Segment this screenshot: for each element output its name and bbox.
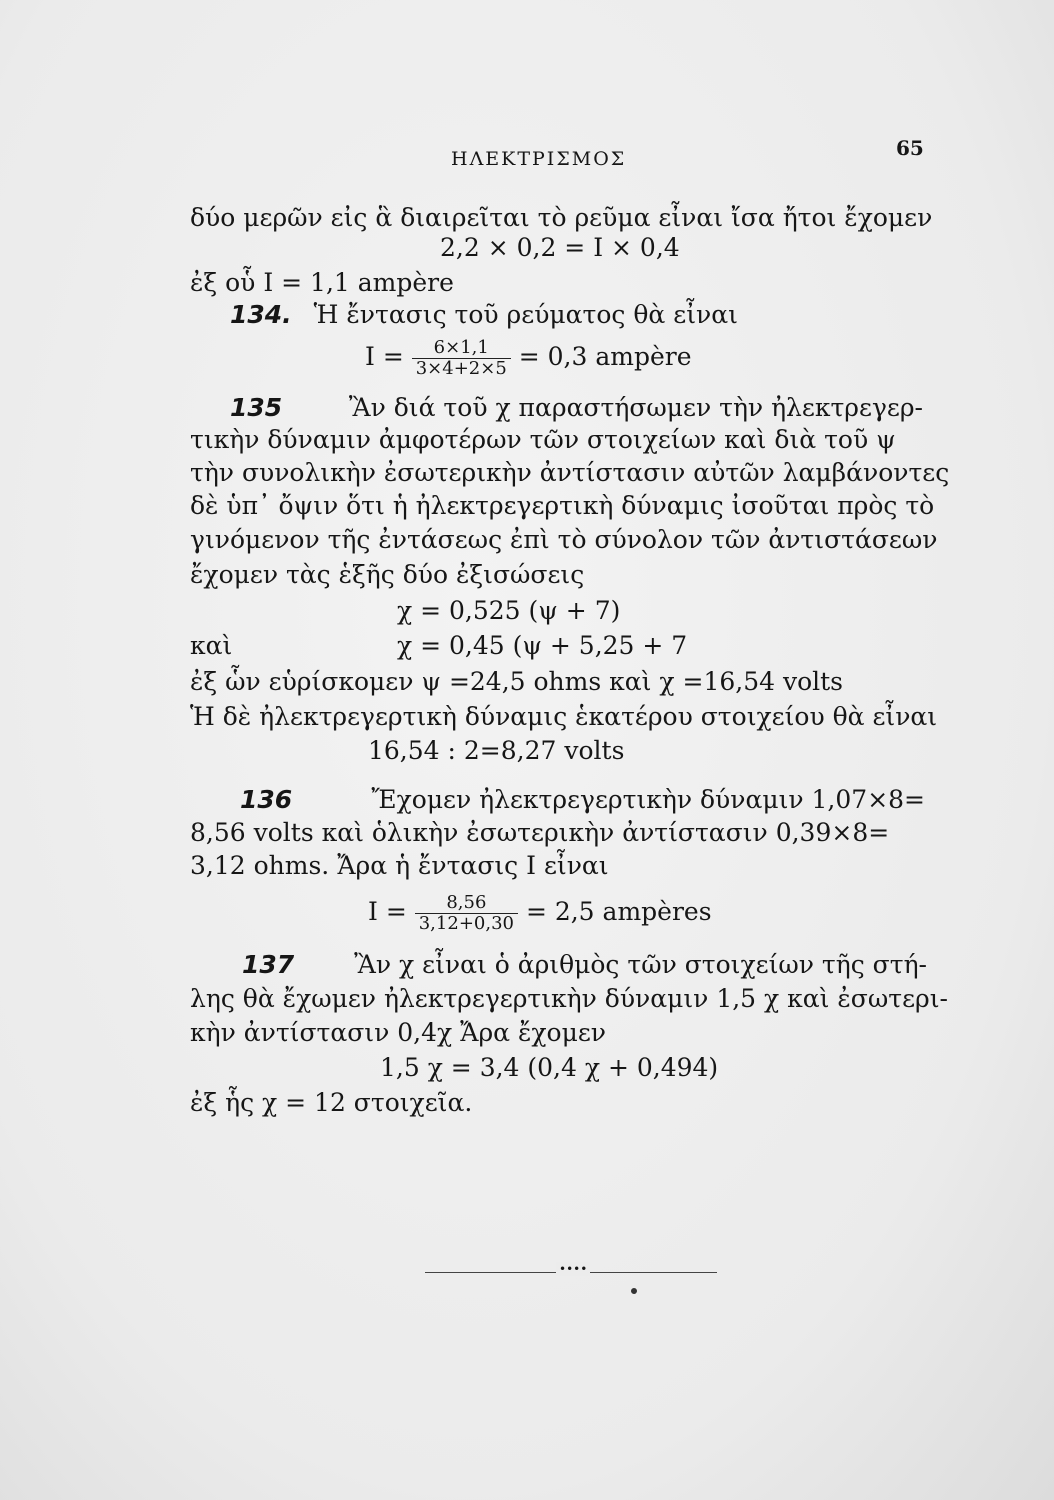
text-line: τικὴν δύναμιν ἀμφοτέρων τῶν στοιχείων καὶ διὰ τοῦ ψ <box>190 425 896 454</box>
equation-lhs: I = <box>368 897 407 926</box>
paragraph-134 <box>230 300 738 330</box>
text-line: ἐξ ἧς χ = 12 στοιχεῖα. <box>190 1088 473 1117</box>
problem-number: 136 <box>240 785 293 814</box>
text-line: ἔχομεν τὰς ἑξῆς δύο ἐξισώσεις <box>190 560 585 589</box>
text-line: ἐξ ὧν εὑρίσκομεν ψ =24,5 ohms καὶ χ =16,54 volts <box>190 667 844 696</box>
fraction-equation <box>368 893 712 934</box>
ornament-dot <box>631 1288 637 1294</box>
page-number: 65 <box>896 136 924 160</box>
paragraph-137 <box>242 950 927 980</box>
equation-line: 2,2 × 0,2 = I × 0,4 <box>440 233 680 262</box>
text-line: ἐξ οὗ I = 1,1 ampère <box>190 268 454 297</box>
end-ornament: •••• <box>556 1262 590 1276</box>
equation-rhs: = 2,5 ampères <box>525 897 712 926</box>
problem-number: 135 <box>230 393 283 422</box>
equation-rhs: = 0,3 ampère <box>518 342 692 371</box>
text-line: Ἡ δὲ ἠλεκτρεγερτικὴ δύναμις ἑκατέρου στοιχείου θὰ εἶναι <box>190 702 938 731</box>
text-line: 3,12 ohms. Ἄρα ἡ ἔντασις I εἶναι <box>190 851 609 880</box>
text-line: Ἂν διά τοῦ χ παραστήσωμεν τὴν ἠλεκτρεγερ- <box>348 393 923 422</box>
text-line: Ἡ ἔντασις τοῦ ρεύματος θὰ εἶναι <box>313 300 738 329</box>
text-line: Ἂν χ εἶναι ὁ ἀριθμὸς τῶν στοιχείων τῆς στή- <box>354 950 927 979</box>
equation-line: 16,54 : 2=8,27 volts <box>368 736 625 765</box>
paragraph-136 <box>240 785 925 815</box>
text-line: τὴν συνολικὴν ἐσωτερικὴν ἀντίστασιν αὐτῶν λαμβάνοντες <box>190 458 950 487</box>
text-line: 8,56 volts καὶ ὁλικὴν ἐσωτερικὴν ἀντίστασιν 0,39×8= <box>190 818 890 847</box>
fraction-equation <box>365 338 692 379</box>
denominator: 3×4+2×5 <box>412 358 511 379</box>
equation-line: χ = 0,45 (ψ + 5,25 + 7 <box>397 631 688 660</box>
problem-number: 134. <box>230 300 292 329</box>
text-line: δύο μερῶν εἰς ἃ διαιρεῖται τὸ ρεῦμα εἶναι ἴσα ἤτοι ἔχομεν <box>190 203 933 232</box>
text-line: καὶ <box>190 631 233 660</box>
problem-number: 137 <box>242 950 295 979</box>
denominator: 3,12+0,30 <box>415 913 518 934</box>
text-line: λης θὰ ἔχωμεν ἠλεκτρεγερτικὴν δύναμιν 1,5 χ καὶ ἐσωτερι- <box>190 984 948 1013</box>
numerator: 8,56 <box>446 892 487 913</box>
numerator: 6×1,1 <box>433 337 489 358</box>
running-header: ΗΛΕΚΤΡΙΣΜΟΣ <box>451 148 627 170</box>
text-line: γινόμενον τῆς ἐντάσεως ἐπὶ τὸ σύνολον τῶν ἀντιστάσεων <box>190 525 938 554</box>
equation-lhs: I = <box>365 342 404 371</box>
equation-line: χ = 0,525 (ψ + 7) <box>397 596 621 625</box>
text-line: δὲ ὑπ᾽ ὄψιν ὅτι ἡ ἠλεκτρεγερτικὴ δύναμις ἰσοῦται πρὸς τὸ <box>190 491 935 520</box>
paragraph-135 <box>230 393 923 423</box>
text-line: κὴν ἀντίστασιν 0,4χ Ἄρα ἔχομεν <box>190 1018 606 1047</box>
fraction <box>412 338 511 379</box>
equation-line: 1,5 χ = 3,4 (0,4 χ + 0,494) <box>380 1053 719 1082</box>
fraction <box>415 893 518 934</box>
text-line: Ἔχομεν ἠλεκτρεγερτικὴν δύναμιν 1,07×8= <box>371 785 925 814</box>
